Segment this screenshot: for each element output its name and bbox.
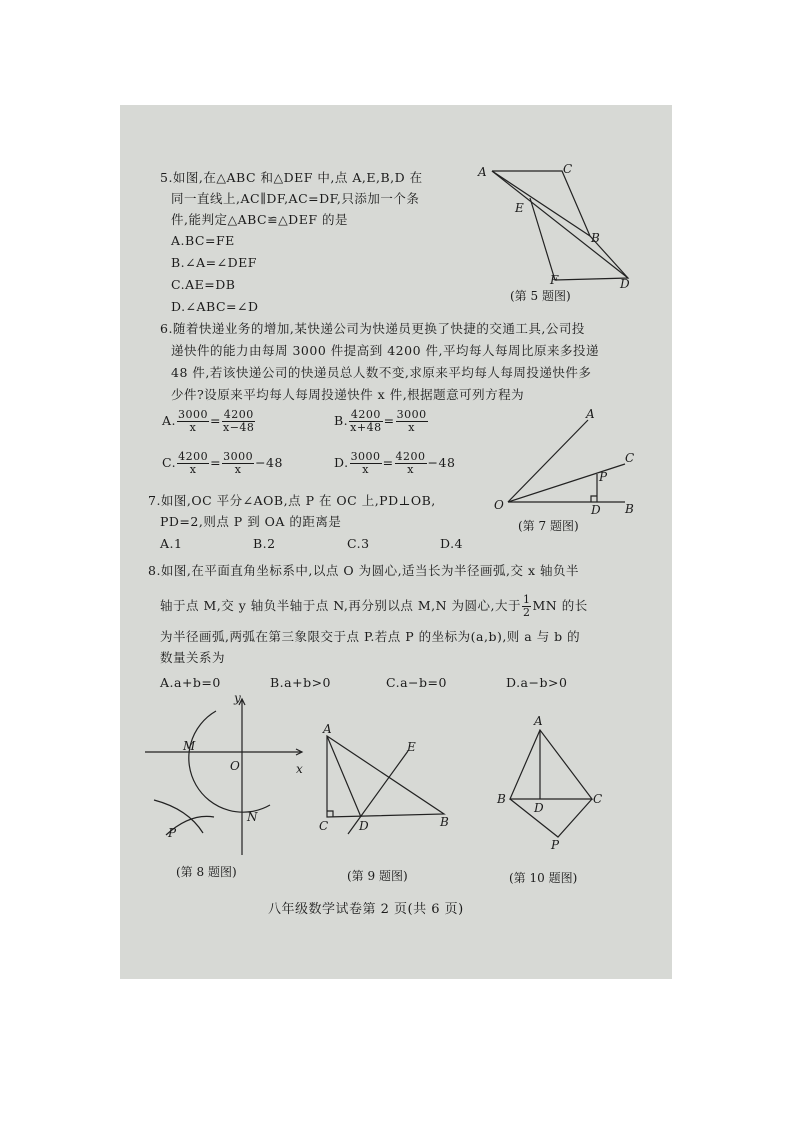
fraction: $\frac{4200}{x+48}$ xyxy=(350,408,382,434)
q7-line-2: PD=2,则点 P 到 OA 的距离是 xyxy=(160,514,342,529)
q7-line-1: 7.如图,OC 平分∠AOB,点 P 在 OC 上,PD⊥OB, xyxy=(148,493,436,508)
point-label-d: D xyxy=(591,503,601,517)
point-label-d: D xyxy=(359,819,369,833)
q8-option-d: D.a−b>0 xyxy=(506,675,568,690)
point-label-n: N xyxy=(247,810,258,824)
q5-line-3: 件,能判定△ABC≌△DEF 的是 xyxy=(171,212,348,227)
q6-option-a: A. $\frac{3000}{x}$ = $\frac{4200}{x-48}$ xyxy=(162,408,255,434)
q6-option-c: C. $\frac{4200}{x}$ = $\frac{3000}{x}$ −48 xyxy=(162,450,283,476)
point-label-b: B xyxy=(591,231,600,245)
fraction-half: $\frac{1}{2}$ xyxy=(522,593,531,619)
point-label-p: P xyxy=(551,838,560,852)
q5-option-d: D.∠ABC=∠D xyxy=(171,299,259,314)
fraction: $\frac{4200}{x-48}$ xyxy=(223,408,255,434)
q8-line-2: 轴于点 M,交 y 轴负半轴于点 N,再分别以点 M,N 为圆心,大于 $\frac{1}{2}$ MN 的长 xyxy=(160,593,588,619)
q5-option-c: C.AE=DB xyxy=(171,277,236,292)
q8-line-3: 为半径画弧,两弧在第三象限交于点 P.若点 P 的坐标为(a,b),则 a 与 b 的 xyxy=(160,629,581,644)
point-label-e: E xyxy=(515,201,524,215)
axis-label-x: x xyxy=(296,762,303,776)
point-label-b: B xyxy=(440,815,449,829)
q5-option-a: A.BC=FE xyxy=(171,233,235,248)
q6-option-b: B. $\frac{4200}{x+48}$ = $\frac{3000}{x}$ xyxy=(334,408,427,434)
q8-line-4: 数量关系为 xyxy=(160,650,226,665)
point-label-a: A xyxy=(534,714,543,728)
q8-option-b: B.a+b>0 xyxy=(270,675,332,690)
q7-option-c: C.3 xyxy=(347,536,370,551)
q5-option-b: B.∠A=∠DEF xyxy=(171,255,257,270)
triangle-abc xyxy=(510,730,592,799)
point-label-m: M xyxy=(183,739,196,753)
fraction: $\frac{3000}{x}$ xyxy=(396,408,427,434)
figure-10-caption: (第 10 题图) xyxy=(509,871,578,885)
q5-line-2: 同一直线上,AC∥DF,AC=DF,只添加一个条 xyxy=(171,191,420,206)
triangle-bpc xyxy=(510,799,592,837)
q8-line-1: 8.如图,在平面直角坐标系中,以点 O 为圆心,适当长为半径画弧,交 x 轴负半 xyxy=(148,563,580,578)
point-label-p: P xyxy=(168,826,177,840)
q6-line-2: 递快件的能力由每周 3000 件提高到 4200 件,平均每人每周比原来多投递 xyxy=(171,343,599,358)
q6-line-1: 6.随着快递业务的增加,某快递公司为快递员更换了快捷的交通工具,公司投 xyxy=(160,321,585,336)
point-label-c: C xyxy=(319,819,329,833)
figure-5-caption: (第 5 题图) xyxy=(510,289,571,303)
fraction: $\frac{4200}{x}$ xyxy=(395,450,426,476)
figure-7-caption: (第 7 题图) xyxy=(518,519,579,533)
q7-option-d: D.4 xyxy=(440,536,464,551)
point-label-f: F xyxy=(550,273,559,287)
exam-page xyxy=(120,105,672,979)
point-label-c: C xyxy=(593,792,603,806)
point-label-a: A xyxy=(586,407,595,421)
figure-10-drawing xyxy=(120,105,672,979)
point-label-o: O xyxy=(494,498,504,512)
point-label-d: D xyxy=(534,801,544,815)
point-label-b: B xyxy=(625,502,634,516)
q6-line-4: 少件?设原来平均每人每周投递快件 x 件,根据题意可列方程为 xyxy=(171,387,525,402)
axis-label-y: y xyxy=(234,691,241,705)
point-label-p: P xyxy=(599,470,608,484)
fraction: $\frac{3000}{x}$ xyxy=(223,450,254,476)
figure-9-caption: (第 9 题图) xyxy=(347,869,408,883)
q7-option-a: A.1 xyxy=(160,536,183,551)
fraction: $\frac{3000}{x}$ xyxy=(178,408,209,434)
point-label-a: A xyxy=(478,165,487,179)
fraction: $\frac{3000}{x}$ xyxy=(350,450,381,476)
point-label-c: C xyxy=(625,451,635,465)
q6-line-3: 48 件,若该快递公司的快递员总人数不变,求原来平均每人每周投递快件多 xyxy=(171,365,592,380)
point-label-b: B xyxy=(497,792,506,806)
fraction: $\frac{4200}{x}$ xyxy=(178,450,209,476)
point-label-o: O xyxy=(230,759,240,773)
page-footer: 八年级数学试卷第 2 页(共 6 页) xyxy=(268,902,464,917)
point-label-c: C xyxy=(563,162,573,176)
q6-option-d: D. $\frac{3000}{x}$ = $\frac{4200}{x}$ −48 xyxy=(334,450,456,476)
q8-option-a: A.a+b=0 xyxy=(160,675,221,690)
figure-8-caption: (第 8 题图) xyxy=(176,865,237,879)
q5-line-1: 5.如图,在△ABC 和△DEF 中,点 A,E,B,D 在 xyxy=(160,170,423,185)
point-label-d: D xyxy=(620,277,630,291)
q8-option-c: C.a−b=0 xyxy=(386,675,447,690)
point-label-e: E xyxy=(407,740,416,754)
q7-option-b: B.2 xyxy=(253,536,276,551)
point-label-a: A xyxy=(323,722,332,736)
